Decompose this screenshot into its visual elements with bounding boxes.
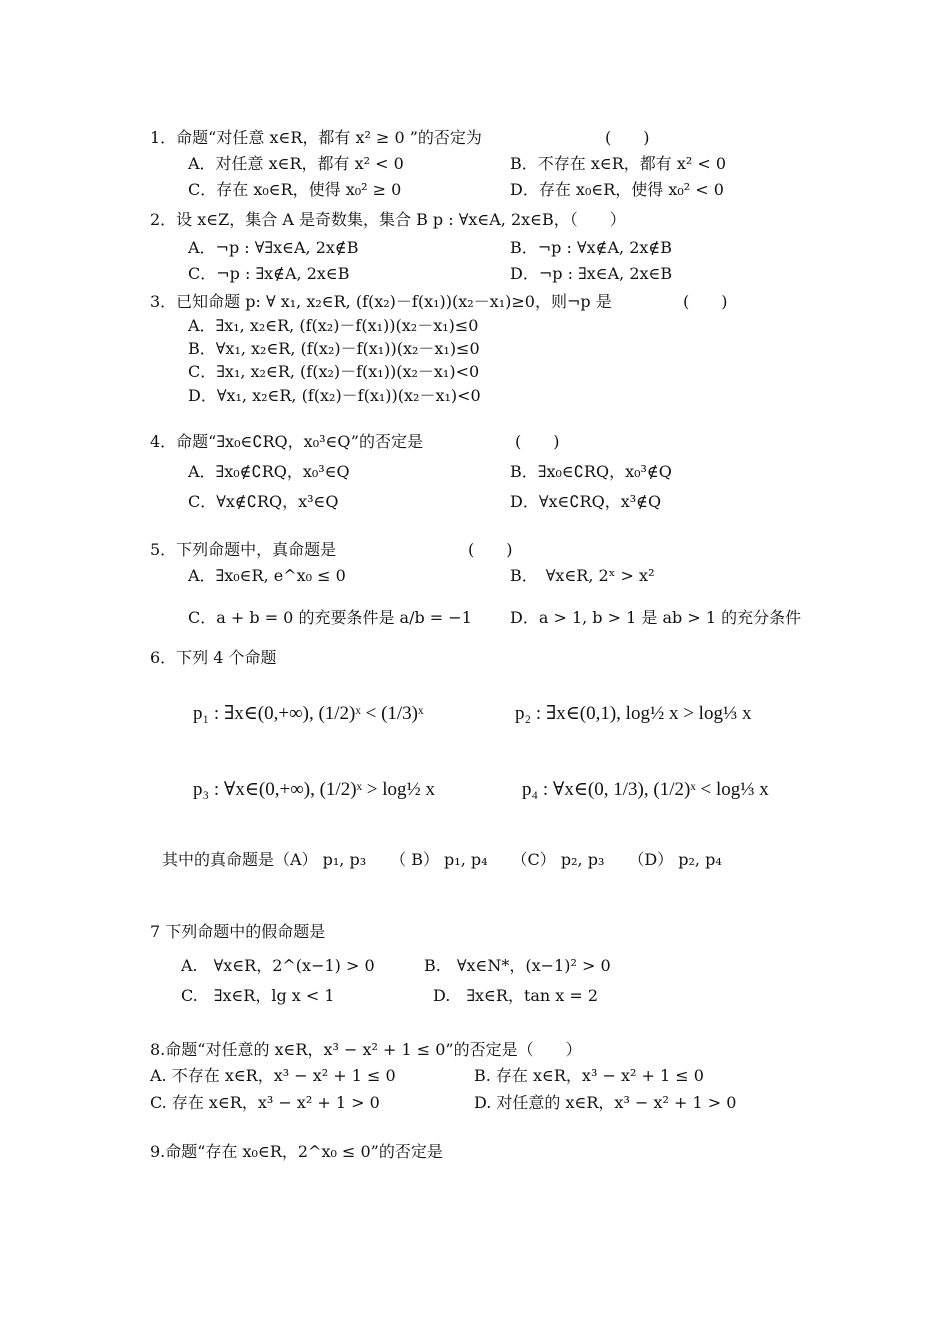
q5-option-b: B． ∀x∈R, 2ˣ > x² <box>510 566 655 585</box>
q8-option-c: C. 存在 x∈R，x³ − x² + 1 > 0 <box>150 1093 380 1112</box>
q7-option-c: C. ∃x∈R，lg x < 1 <box>181 986 335 1005</box>
q3-paren: ( ) <box>683 292 728 311</box>
q6-answer-choices: 其中的真命题是（A） p₁, p₃ （ B） p₁, p₄ （C） p₂, p₃ （D） p₂, p₄ <box>162 850 722 869</box>
q5-stem: 5．下列命题中，真命题是 <box>150 540 337 559</box>
q4-paren: ( ) <box>515 432 560 451</box>
q2-option-c: C．¬p : ∃x∉A, 2x∈B <box>188 264 350 283</box>
q6-proposition-p4: p₄ : ∀x∈(0, 1/3), (1/2)ˣ < log⅓ x <box>522 779 769 800</box>
q2-option-a: A．¬p : ∀∃x∈A, 2x∉B <box>188 238 359 257</box>
q1-stem: 1．命题“对任意 x∈R，都有 x² ≥ 0 ”的否定为 <box>150 128 482 147</box>
q3-option-b: B．∀x₁, x₂∈R, (f(x₂)－f(x₁))(x₂－x₁)≤0 <box>188 339 480 358</box>
q1-option-d: D．存在 x₀∈R，使得 x₀² < 0 <box>510 180 724 199</box>
q1-option-a: A．对任意 x∈R，都有 x² < 0 <box>188 154 404 173</box>
q3-option-a: A．∃x₁, x₂∈R, (f(x₂)－f(x₁))(x₂－x₁)≤0 <box>188 316 479 335</box>
q7-stem: 7 下列命题中的假命题是 <box>150 922 326 941</box>
q6-proposition-p2: p₂ : ∃x∈(0,1), log½ x > log⅓ x <box>515 703 752 724</box>
q7-option-d: D. ∃x∈R，tan x = 2 <box>433 986 599 1005</box>
q2-option-b: B．¬p : ∀x∉A, 2x∉B <box>510 238 673 257</box>
q3-stem: 3．已知命题 p: ∀ x₁, x₂∈R, (f(x₂)－f(x₁))(x₂－x₁)≥0，则¬p 是 <box>150 292 612 311</box>
q1-option-b: B．不存在 x∈R，都有 x² < 0 <box>510 154 727 173</box>
q7-option-b: B. ∀x∈N*，(x−1)² > 0 <box>424 956 611 975</box>
q8-option-b: B. 存在 x∈R，x³ − x² + 1 ≤ 0 <box>474 1066 704 1085</box>
q1-option-c: C．存在 x₀∈R，使得 x₀² ≥ 0 <box>188 180 402 199</box>
q5-option-d: D．a > 1, b > 1 是 ab > 1 的充分条件 <box>510 608 802 627</box>
q3-option-d: D．∀x₁, x₂∈R, (f(x₂)－f(x₁))(x₂－x₁)<0 <box>188 386 481 405</box>
q4-option-b: B．∃x₀∈∁RQ，x₀³∉Q <box>510 462 672 481</box>
q4-option-c: C．∀x∉∁RQ，x³∈Q <box>188 492 339 511</box>
q2-option-d: D．¬p : ∃x∈A, 2x∈B <box>510 264 673 283</box>
q4-option-a: A．∃x₀∉∁RQ，x₀³∈Q <box>188 462 350 481</box>
q5-paren: ( ) <box>468 540 513 559</box>
q8-option-a: A. 不存在 x∈R，x³ − x² + 1 ≤ 0 <box>150 1066 396 1085</box>
q8-stem: 8.命题“对任意的 x∈R，x³ − x² + 1 ≤ 0”的否定是（ ） <box>150 1040 582 1059</box>
q4-stem: 4．命题“∃x₀∈∁RQ，x₀³∈Q”的否定是 <box>150 432 423 451</box>
q3-option-c: C．∃x₁, x₂∈R, (f(x₂)－f(x₁))(x₂－x₁)<0 <box>188 362 480 381</box>
q6-stem: 6．下列 4 个命题 <box>150 648 277 667</box>
q6-proposition-p1: p₁ : ∃x∈(0,+∞), (1/2)ˣ < (1/3)ˣ <box>193 703 424 724</box>
q8-option-d: D. 对任意的 x∈R，x³ − x² + 1 > 0 <box>474 1093 737 1112</box>
q7-option-a: A. ∀x∈R，2^(x−1) > 0 <box>181 956 375 975</box>
q5-option-c: C．a + b = 0 的充要条件是 a/b = −1 <box>188 608 472 627</box>
q1-paren: ( ) <box>605 128 650 147</box>
q6-proposition-p3: p₃ : ∀x∈(0,+∞), (1/2)ˣ > log½ x <box>193 779 436 800</box>
q2-stem: 2．设 x∈Z，集合 A 是奇数集，集合 B p : ∀x∈A, 2x∈B，（ ） <box>150 210 626 229</box>
q9-stem: 9.命题“存在 x₀∈R，2^x₀ ≤ 0”的否定是 <box>150 1142 443 1161</box>
q5-option-a: A．∃x₀∈R, e^x₀ ≤ 0 <box>188 566 346 585</box>
q4-option-d: D．∀x∈∁RQ，x³∉Q <box>510 492 662 511</box>
